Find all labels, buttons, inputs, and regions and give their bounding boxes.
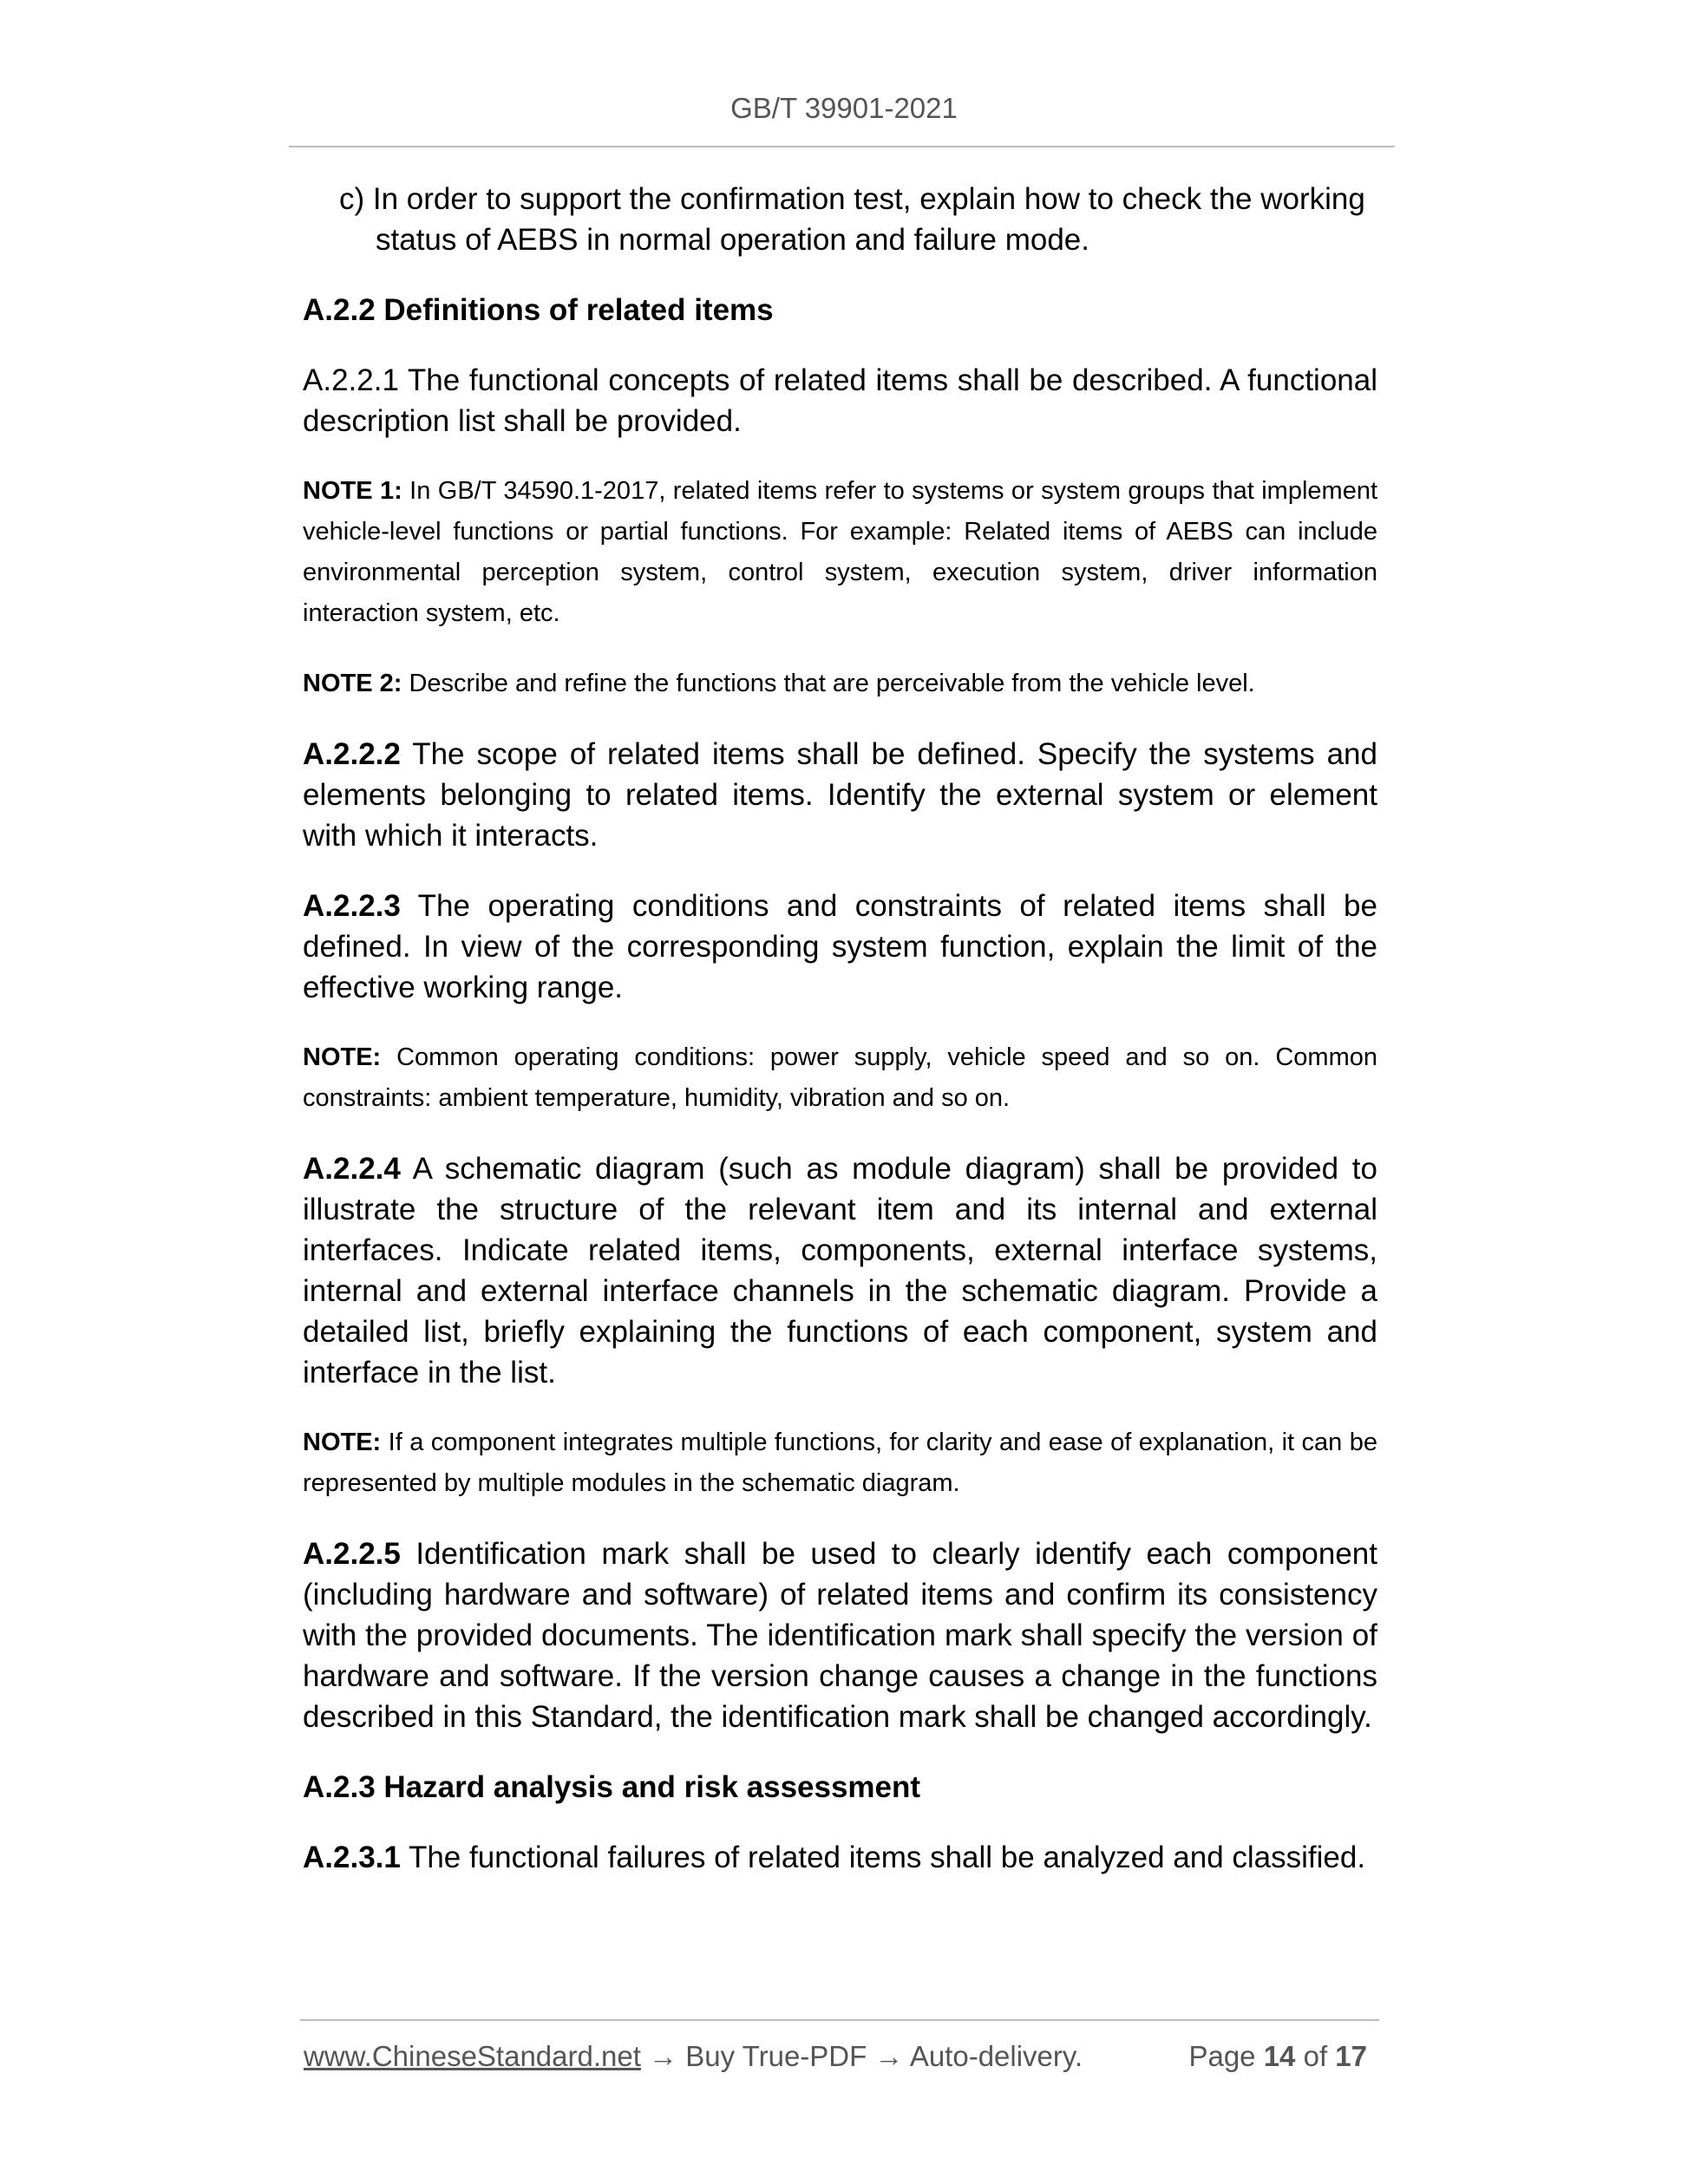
note-text: In GB/T 34590.1-2017, related items refer to systems or system groups that implement vehicle-level functions or partial functions. For example: Related items of AEBS can include environmental perception system, control system, execution system, driver information interaction system, etc. [303, 477, 1378, 627]
heading-a23: A.2.3 Hazard analysis and risk assessment [303, 1770, 921, 1804]
clause-text: Identification mark shall be used to clearly identify each component (including hardware and software) of related items and confirm its consistency with the provided documents. The identification mark shall specify the version of hardware and software. If the version change causes a change in the functions described in this Standard, the identification mark shall be changed accordingly. [303, 1537, 1377, 1734]
note-label: NOTE 2: [303, 670, 402, 697]
heading-a22: A.2.2 Definitions of related items [303, 293, 774, 327]
note-text: Common operating conditions: power supply, vehicle speed and so on. Common constraints: ambient temperature, humidity, vibration and so on. [303, 1043, 1377, 1112]
list-item-c-line1: c) In order to support the confirmation test, explain how to check the working [339, 182, 1365, 216]
page-total: 17 [1335, 2040, 1367, 2072]
note-text: Describe and refine the functions that are perceivable from the vehicle level. [402, 670, 1255, 697]
note-3 [303, 1037, 1377, 1119]
note-label: NOTE: [303, 1429, 382, 1456]
paragraph-a231 [303, 1837, 1377, 1878]
note-4 [303, 1422, 1377, 1504]
clause-number: A.2.2.2 [303, 737, 401, 771]
page-indicator [1188, 2040, 1367, 2073]
clause-text: The operating conditions and constraints of related items shall be defined. In view of the corresponding system function, explain the limit of the effective working range. [303, 889, 1377, 1004]
header-divider [289, 146, 1395, 147]
paragraph-a2222 [303, 734, 1377, 856]
page-word: Page [1188, 2040, 1264, 2072]
clause-number: A.2.2.3 [303, 889, 401, 923]
paragraph-a2221: A.2.2.1 The functional concepts of related items shall be described. A functional description list shall be provided. [303, 363, 1377, 438]
clause-text: The scope of related items shall be defined. Specify the systems and elements belonging to related items. Identify the external system or element with which it interacts. [303, 737, 1377, 853]
footer-website-link[interactable]: www.ChineseStandard.net [304, 2040, 641, 2072]
note-label: NOTE: [303, 1043, 382, 1071]
footer-promo-text: → Buy True-PDF → Auto-delivery. [640, 2040, 1083, 2072]
footer-promo [304, 2040, 1083, 2073]
note-1 [303, 471, 1377, 634]
clause-number: A.2.2.4 [303, 1152, 401, 1186]
header-doc-id: GB/T 39901-2021 [730, 92, 958, 124]
clause-text: A schematic diagram (such as module diagram) shall be provided to illustrate the structure of the relevant item and its internal and external interfaces. Indicate related items, components, external interface systems, internal and external interface channels in the schematic diagram. Provide a detailed list, briefly explaining the functions of each component, system and interface in the list. [303, 1152, 1377, 1390]
note-text: If a component integrates multiple functions, for clarity and ease of explanation, it can be represented by multiple modules in the schematic diagram. [303, 1429, 1377, 1497]
page-number: 14 [1263, 2040, 1296, 2072]
clause-number: A.2.3.1 [303, 1841, 401, 1874]
note-label: NOTE 1: [303, 477, 402, 505]
of-word: of [1295, 2040, 1336, 2072]
clause-number: A.2.2.5 [303, 1537, 401, 1571]
note-2 [303, 664, 1377, 704]
paragraph-a2224 [303, 1148, 1377, 1393]
footer-divider [300, 2019, 1379, 2021]
list-item-c-line2: status of AEBS in normal operation and failure mode. [376, 223, 1089, 257]
paragraph-a2225 [303, 1533, 1377, 1737]
page-content [303, 179, 1377, 1907]
clause-text: The functional failures of related items shall be analyzed and classified. [400, 1841, 1366, 1874]
list-item-c [303, 179, 1377, 260]
paragraph-a2223 [303, 886, 1377, 1008]
